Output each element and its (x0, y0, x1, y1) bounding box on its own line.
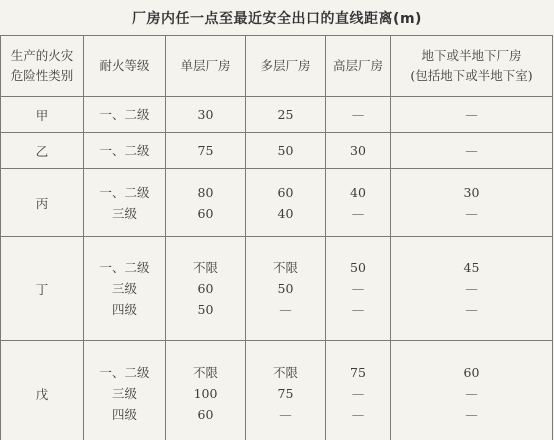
category-label: 丁 (35, 281, 49, 297)
cell-value: 不限 (272, 260, 298, 275)
cell-value: 三级 (111, 281, 137, 296)
cell-value: — (465, 205, 478, 221)
cell-value: 50 (350, 260, 366, 275)
table-cell-category (1, 133, 84, 169)
table-cell-multi (246, 237, 326, 341)
cell-value: 40 (277, 205, 294, 221)
cell-value: 一、二级 (99, 365, 150, 380)
table-title: 厂房内任一点至最近安全出口的直线距离(m) (132, 11, 422, 27)
cell-value: 不限 (272, 365, 298, 380)
cell-value: 一、二级 (99, 260, 150, 275)
category-label: 戊 (35, 386, 49, 402)
cell-value: — (465, 407, 478, 422)
cell-value: 45 (463, 260, 480, 275)
header-category-line-2: 危险性类别 (10, 68, 74, 83)
cell-value: — (465, 107, 478, 122)
category-label: 丙 (35, 195, 49, 211)
table-row (1, 97, 553, 133)
cell-value: — (351, 107, 365, 122)
table-cell-single (166, 169, 246, 237)
cell-value: — (465, 281, 478, 296)
cell-value: 四级 (111, 407, 137, 422)
cell-value: 80 (197, 184, 214, 200)
cell-value: — (279, 407, 292, 422)
cell-value: — (465, 143, 478, 158)
table-cell-underground (391, 341, 553, 440)
table-cell-underground (391, 169, 553, 237)
table-header-row (1, 36, 553, 97)
cell-value: 60 (197, 407, 214, 422)
table-row (1, 237, 553, 341)
cell-value: 三级 (111, 386, 137, 401)
cell-value: — (351, 302, 365, 317)
cell-value: 四级 (111, 302, 137, 317)
cell-value: 不限 (192, 260, 218, 275)
cell-value: 75 (277, 386, 294, 401)
header-underground-line-2: (包括地下或半地下室) (410, 68, 533, 83)
cell-value: 30 (197, 107, 214, 122)
header-single: 单层厂房 (166, 36, 246, 97)
table-cell-high (326, 97, 391, 133)
cell-value: — (351, 386, 365, 401)
cell-value: 30 (350, 143, 366, 158)
header-multi: 多层厂房 (246, 36, 326, 97)
table-cell-category (1, 237, 84, 341)
table-cell-underground (391, 237, 553, 341)
header-underground (391, 36, 553, 97)
table-row (1, 169, 553, 237)
table-cell-category (1, 97, 84, 133)
category-label: 甲 (35, 107, 49, 123)
table-cell-underground (391, 97, 553, 133)
table-cell-category (1, 341, 84, 440)
table-cell-grades (84, 133, 166, 169)
cell-value: 三级 (111, 205, 137, 221)
cell-value: 75 (350, 365, 366, 380)
header-category (1, 36, 84, 97)
cell-value: 50 (277, 143, 294, 158)
table-cell-high (326, 237, 391, 341)
cell-value: 60 (277, 184, 294, 200)
table-cell-grades (84, 341, 166, 440)
table-cell-single (166, 133, 246, 169)
table-cell-grades (84, 237, 166, 341)
table-cell-single (166, 97, 246, 133)
table-cell-grades (84, 169, 166, 237)
cell-value: — (351, 407, 365, 422)
header-underground-line-1: 地下或半地下厂房 (421, 48, 522, 63)
table-row (1, 341, 553, 440)
table-cell-single (166, 237, 246, 341)
cell-value: — (351, 205, 365, 221)
table-cell-underground (391, 133, 553, 169)
cell-value: 一、二级 (99, 184, 150, 200)
cell-value: 60 (197, 281, 214, 296)
table-cell-high (326, 169, 391, 237)
table-cell-multi (246, 133, 326, 169)
cell-value: 25 (277, 107, 294, 122)
table-cell-single (166, 341, 246, 440)
cell-value: 100 (193, 386, 218, 401)
table-cell-category (1, 169, 84, 237)
cell-value: — (279, 302, 292, 317)
cell-value: 75 (197, 143, 214, 158)
cell-value: 60 (197, 205, 214, 221)
cell-value: 50 (197, 302, 214, 317)
cell-value: 一、二级 (99, 143, 150, 158)
cell-value: 60 (463, 365, 480, 380)
table-cell-multi (246, 341, 326, 440)
cell-value: — (465, 302, 478, 317)
table-body (1, 97, 553, 440)
cell-value: — (351, 281, 365, 296)
category-label: 乙 (35, 143, 49, 159)
cell-value: — (465, 386, 478, 401)
table-row (1, 133, 553, 169)
table-cell-grades (84, 97, 166, 133)
table-cell-high (326, 341, 391, 440)
table-cell-multi (246, 97, 326, 133)
distance-table (0, 35, 553, 440)
table-cell-multi (246, 169, 326, 237)
cell-value: 30 (463, 184, 480, 200)
header-grade: 耐火等级 (84, 36, 166, 97)
table-cell-high (326, 133, 391, 169)
cell-value: 不限 (192, 365, 218, 380)
header-high: 高层厂房 (326, 36, 391, 97)
cell-value: 一、二级 (99, 107, 150, 122)
cell-value: 50 (277, 281, 294, 296)
header-category-line-1: 生产的火灾 (10, 48, 74, 63)
cell-value: 40 (350, 184, 366, 200)
